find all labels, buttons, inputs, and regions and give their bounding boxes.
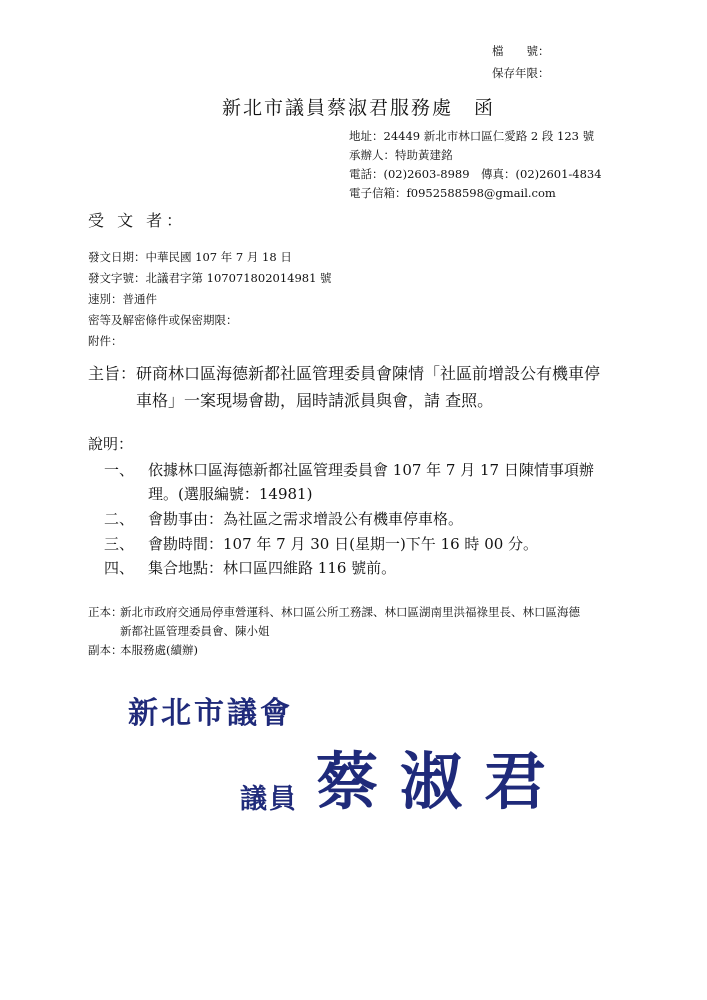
handler: 承辦人：特助黃建銘 (349, 148, 453, 162)
explanation-item-text: 理。(選服編號：14981) (148, 485, 313, 503)
attachment: 附件： (88, 334, 123, 348)
subject-label: 主旨： (88, 364, 137, 383)
retention-period-label: 保存年限： (492, 66, 550, 80)
security-level: 密等及解密條件或保密期限： (88, 313, 238, 327)
explanation-item-text: 依據林口區海德新都社區管理委員會 107 年 7 月 17 日陳情事項辦 (148, 461, 594, 479)
explanation-item-number: 一、 (104, 461, 135, 479)
email: 電子信箱：f0952588598@gmail.com (349, 186, 556, 200)
copy-recipients-value: 本服務處(續辦) (120, 643, 198, 657)
document-number: 發文字號：北議君字第 107071802014981 號 (88, 271, 332, 285)
explanation-item-number: 四、 (104, 559, 135, 577)
explanation-item-text: 會勘事由：為社區之需求增設公有機車停車格。 (148, 510, 464, 528)
original-recipients-label: 正本： (88, 605, 123, 619)
explanation-item-number: 二、 (104, 510, 135, 528)
phone-fax: 電話：(02)2603-8989 傳真：(02)2601-4834 (349, 167, 602, 181)
explanation-item-text: 集合地點：林口區四維路 116 號前。 (148, 559, 397, 577)
original-recipients-line-1: 新北市政府交通局停車營運科、林口區公所工務課、林口區湖南里洪福祿里長、林口區海德 (120, 605, 580, 619)
recipient-label: 受 文 者： (88, 211, 187, 230)
explanation-item-text: 會勘時間：107 年 7 月 30 日(星期一)下午 16 時 00 分。 (148, 535, 539, 553)
subject-line-2: 車格」一案現場會勘，屆時請派員與會，請 查照。 (136, 391, 494, 410)
explanation-label: 說明： (88, 435, 134, 453)
issue-date: 發文日期：中華民國 107 年 7 月 18 日 (88, 250, 292, 264)
copy-recipients-label: 副本： (88, 643, 123, 657)
subject-line-1: 研商林口區海德新都社區管理委員會陳情「社區前增設公有機車停 (136, 364, 601, 383)
councilor-name-stamp: 蔡淑君 (316, 745, 569, 818)
page-title: 新北市議員蔡淑君服務處 函 (222, 97, 496, 119)
explanation-item-number: 三、 (104, 535, 135, 553)
councilor-title-stamp: 議員 (240, 784, 298, 815)
council-seal-stamp: 新北市議會 (128, 696, 293, 731)
file-number-label: 檔 號： (492, 44, 550, 58)
delivery-speed: 速別：普通件 (88, 292, 157, 306)
original-recipients-line-2: 新都社區管理委員會、陳小姐 (120, 624, 270, 638)
address: 地址：24449 新北市林口區仁愛路 2 段 123 號 (349, 129, 595, 143)
